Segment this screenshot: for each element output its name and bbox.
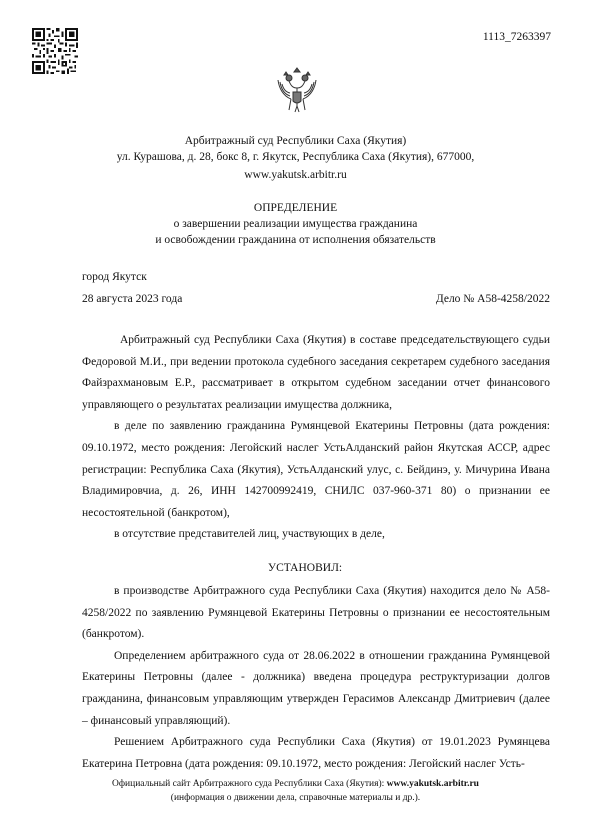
paragraph-restructuring: Определением арбитражного суда от 28.06.2022 в отношении гражданина Румянцевой Екатерины Петровны (далее - должника) введена процедура реструктуризации долгов гражданина, финансовым управляющим утвержден Герасимов Александр Дмитриевич (далее – финансовый управляющий).	[82, 649, 550, 727]
footer-info-line: (информация о движении дела, справочные материалы и др.).	[170, 793, 421, 803]
footer-site-link[interactable]: www.yakutsk.arbitr.ru	[386, 779, 479, 789]
coat-of-arms-icon	[275, 66, 319, 114]
footer-site-label: Официальный сайт Арбитражного суда Республики Саха (Якутия):	[112, 779, 387, 789]
case-number: Дело № А58-4258/2022	[435, 293, 550, 305]
footer-site-line	[0, 779, 591, 789]
document-date: 28 августа 2023 года	[82, 293, 183, 305]
document-subject-line2: и освобождении гражданина от исполнения обязательств	[155, 234, 436, 246]
paragraph-case-details: в деле по заявлению гражданина Румянцевой Екатерины Петровны (дата рождения: 09.10.1972, место рождения: Легойский наслег УстьАлданский район Якутская АССР, адрес регистрации: Республика Саха (Якутия), УстьАлданский улус, с. Бейдинэ, у. Мичурина Ивана Владимировчиа, д. 26, ИНН 142700992419, СНИЛС 037-960-371 80) о признании ее несостоятельной (банкротом),	[82, 420, 550, 519]
court-website[interactable]: www.yakutsk.arbitr.ru	[244, 169, 347, 181]
document-subject-line1: о завершении реализации имущества гражданина	[173, 218, 418, 230]
city: город Якутск	[82, 271, 147, 283]
section-heading-established: УСТАНОВИЛ:	[267, 562, 343, 574]
document-body-intro	[82, 330, 550, 546]
court-name: Арбитражный суд Республики Саха (Якутия)	[184, 135, 407, 147]
qr-code-icon	[32, 28, 78, 74]
paragraph-absence: в отсутствие представителей лиц, участвующих в деле,	[114, 528, 385, 541]
paragraph-proceedings: в производстве Арбитражного суда Республики Саха (Якутия) находится дело № А58-4258/2022 по заявлению Румянцевой Екатерины Петровны о признании ее несостоятельным (банкротом).	[82, 585, 550, 641]
document-id: 1113_7263397	[482, 31, 551, 43]
paragraph-composition: Арбитражный суд Республики Саха (Якутия) в составе председательствующего судьи Федоровой М.И., при ведении протокола судебного заседания секретарем судебного заседания Файзрахмановым Е.Р., рассматривает в открытом судебном заседании отчет финансового управляющего о результатах реализации имущества должника,	[82, 334, 550, 411]
document-body-established	[82, 581, 550, 775]
court-address: ул. Курашова, д. 28, бокс 8, г. Якутск, Республика Саха (Якутия), 677000,	[116, 151, 475, 163]
document-type: ОПРЕДЕЛЕНИЕ	[253, 202, 338, 214]
paragraph-decision: Решением Арбитражного суда Республики Саха (Якутия) от 19.01.2023 Румянцева Екатерина Петровна (дата рождения: 09.10.1972, место рождения: Легойский наслег Усть-	[82, 736, 550, 770]
